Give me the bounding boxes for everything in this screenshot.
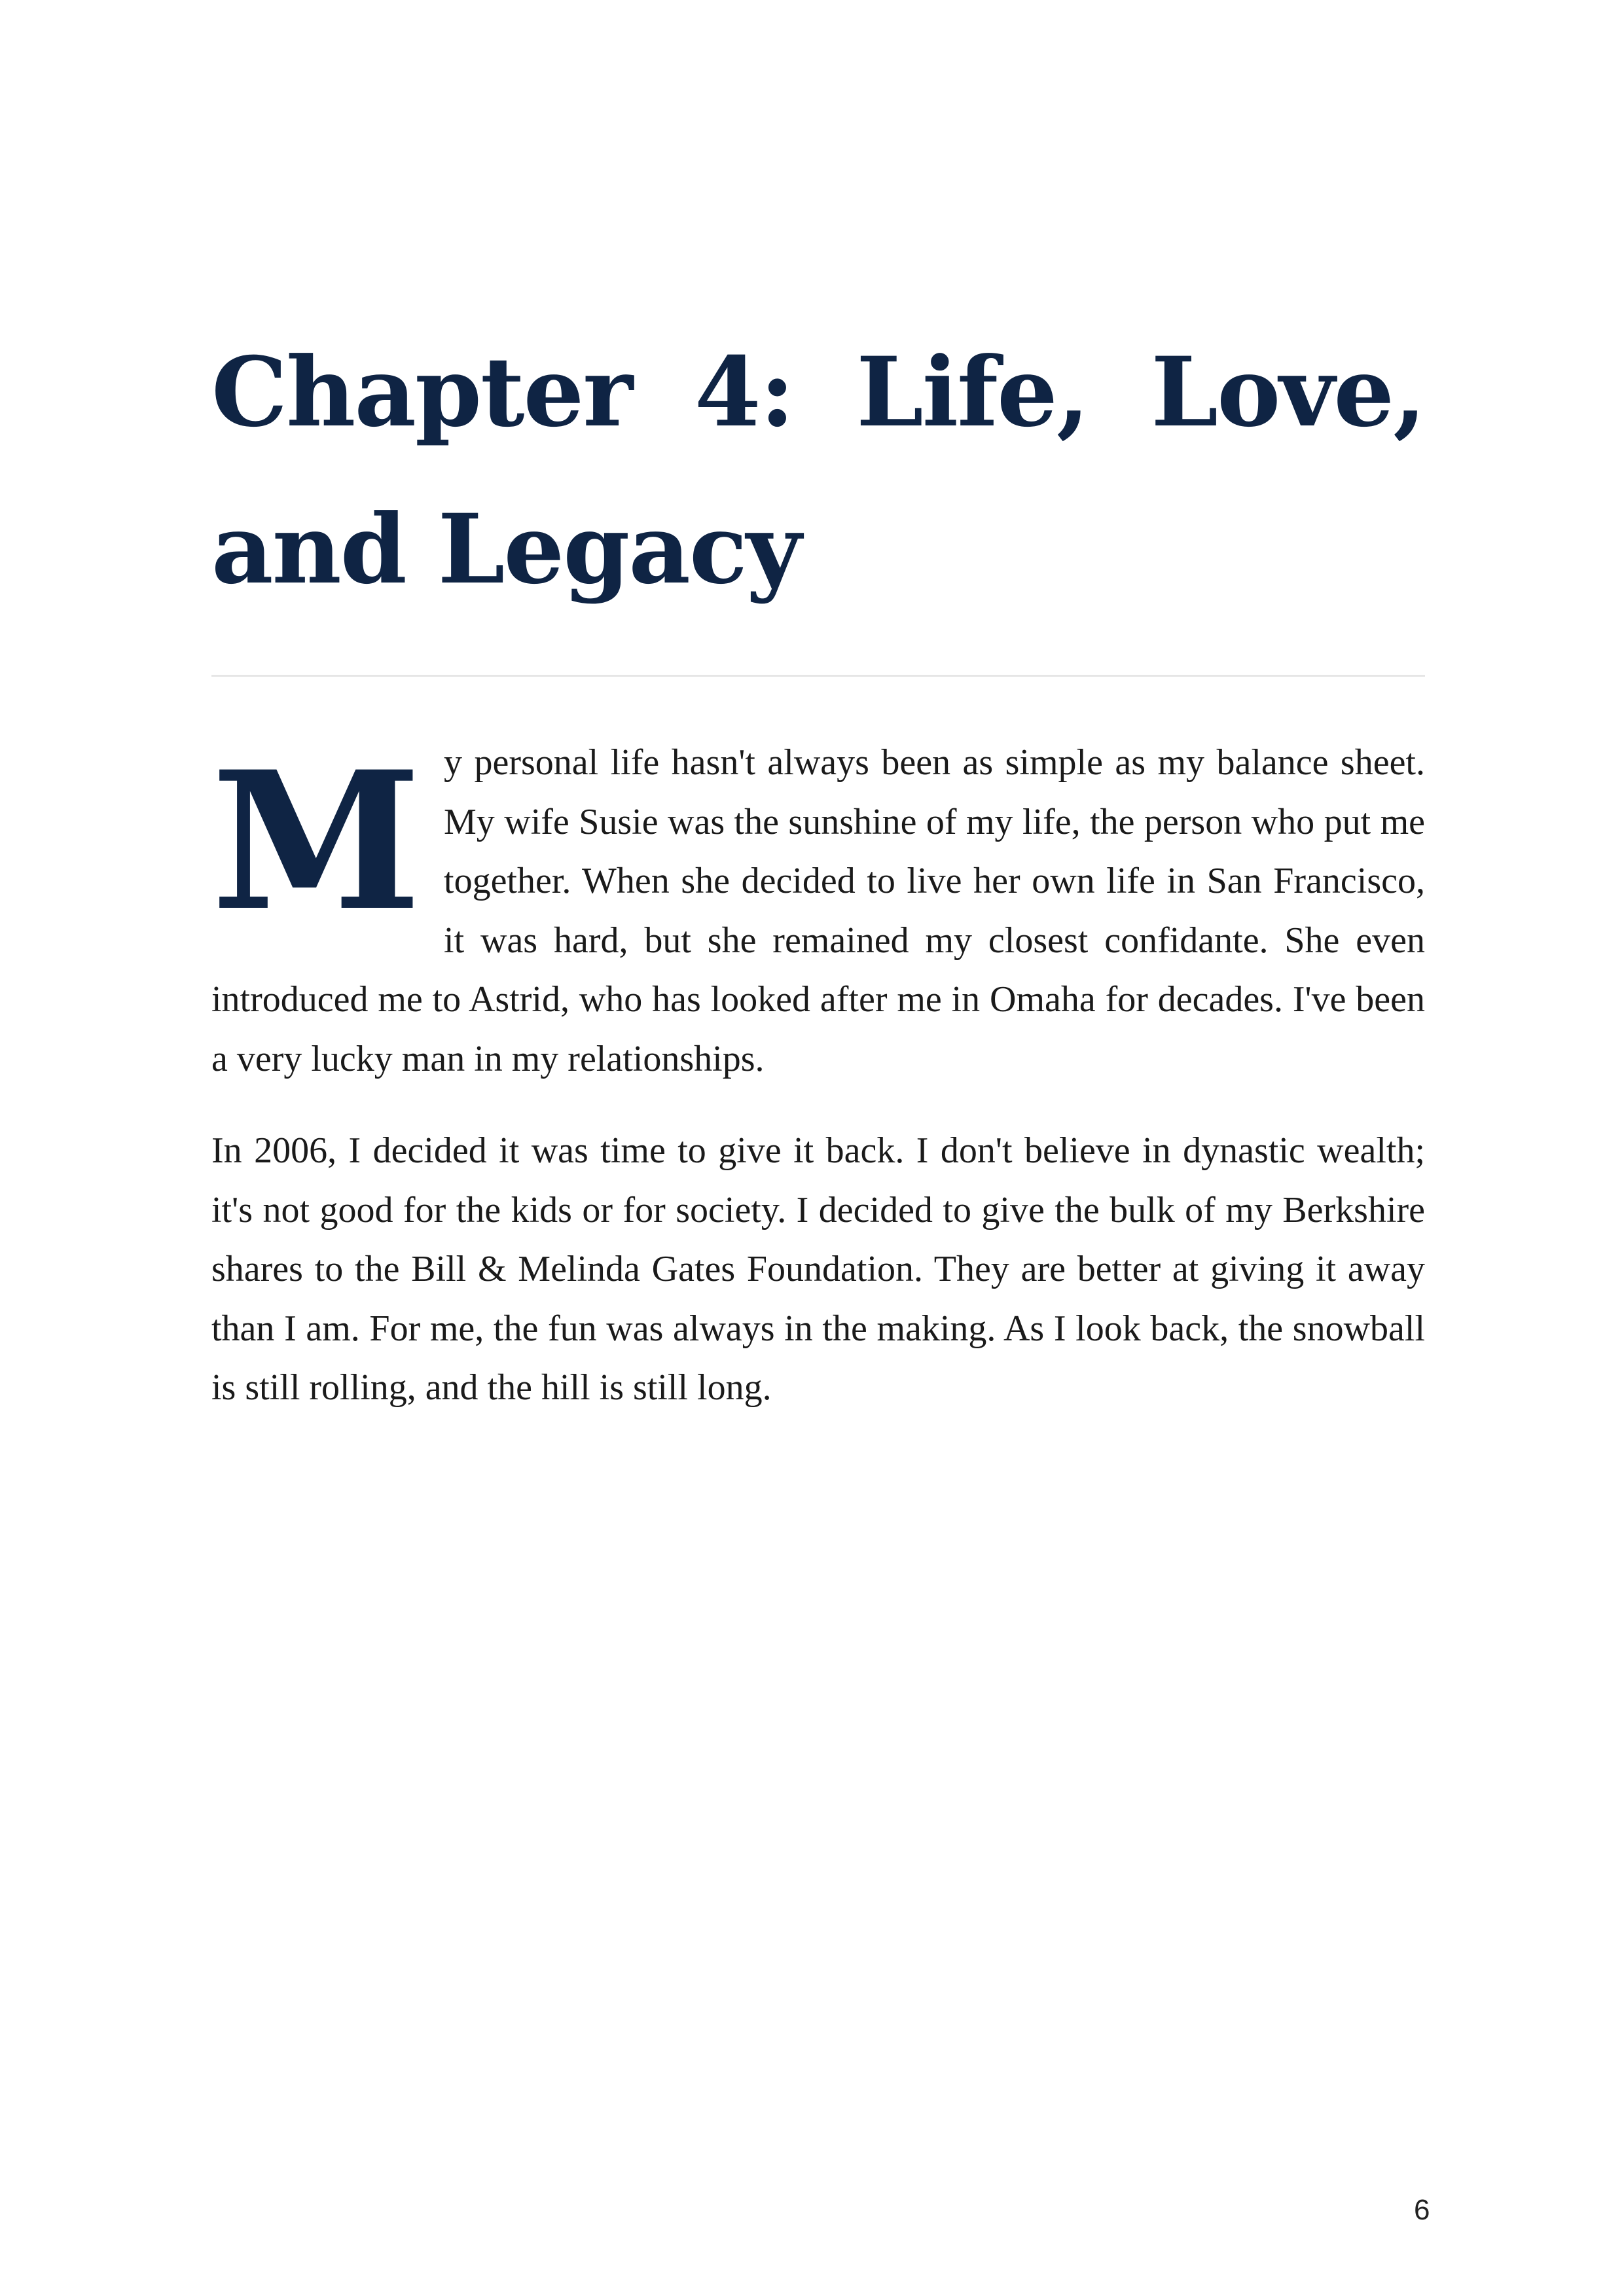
paragraph-2: In 2006, I decided it was time to give it back. I don't believe in dynastic wealth; it's not good for the kids or for society. I decided to give the bulk of my Berkshire shares to the Bill & Melinda Gates Foundation. They are better at giving it away than I am. For me, the fun was always in the making. As I look back, the snowball is still rolling, and the hill is still long. [211, 1130, 1425, 1408]
paragraph-1-text: y personal life hasn't always been as simple as my balance sheet. My wife Susie was the sunshine of my life, the person who put me together. When she decided to live her own life in San Francisco, it was hard, but she remained my closest confidante. She even introduced me to Astrid, who has looked after me in Omaha for decades. I've been a very lucky man in my relationships. [211, 742, 1425, 1079]
page-number: 6 [1414, 2194, 1430, 2226]
chapter-body [211, 730, 1425, 1450]
chapter-title: Chapter 4: Life, Love, and Legacy [211, 336, 1425, 605]
paragraph-1 [211, 730, 1425, 1088]
drop-cap: M [211, 730, 422, 953]
title-divider [211, 675, 1425, 677]
